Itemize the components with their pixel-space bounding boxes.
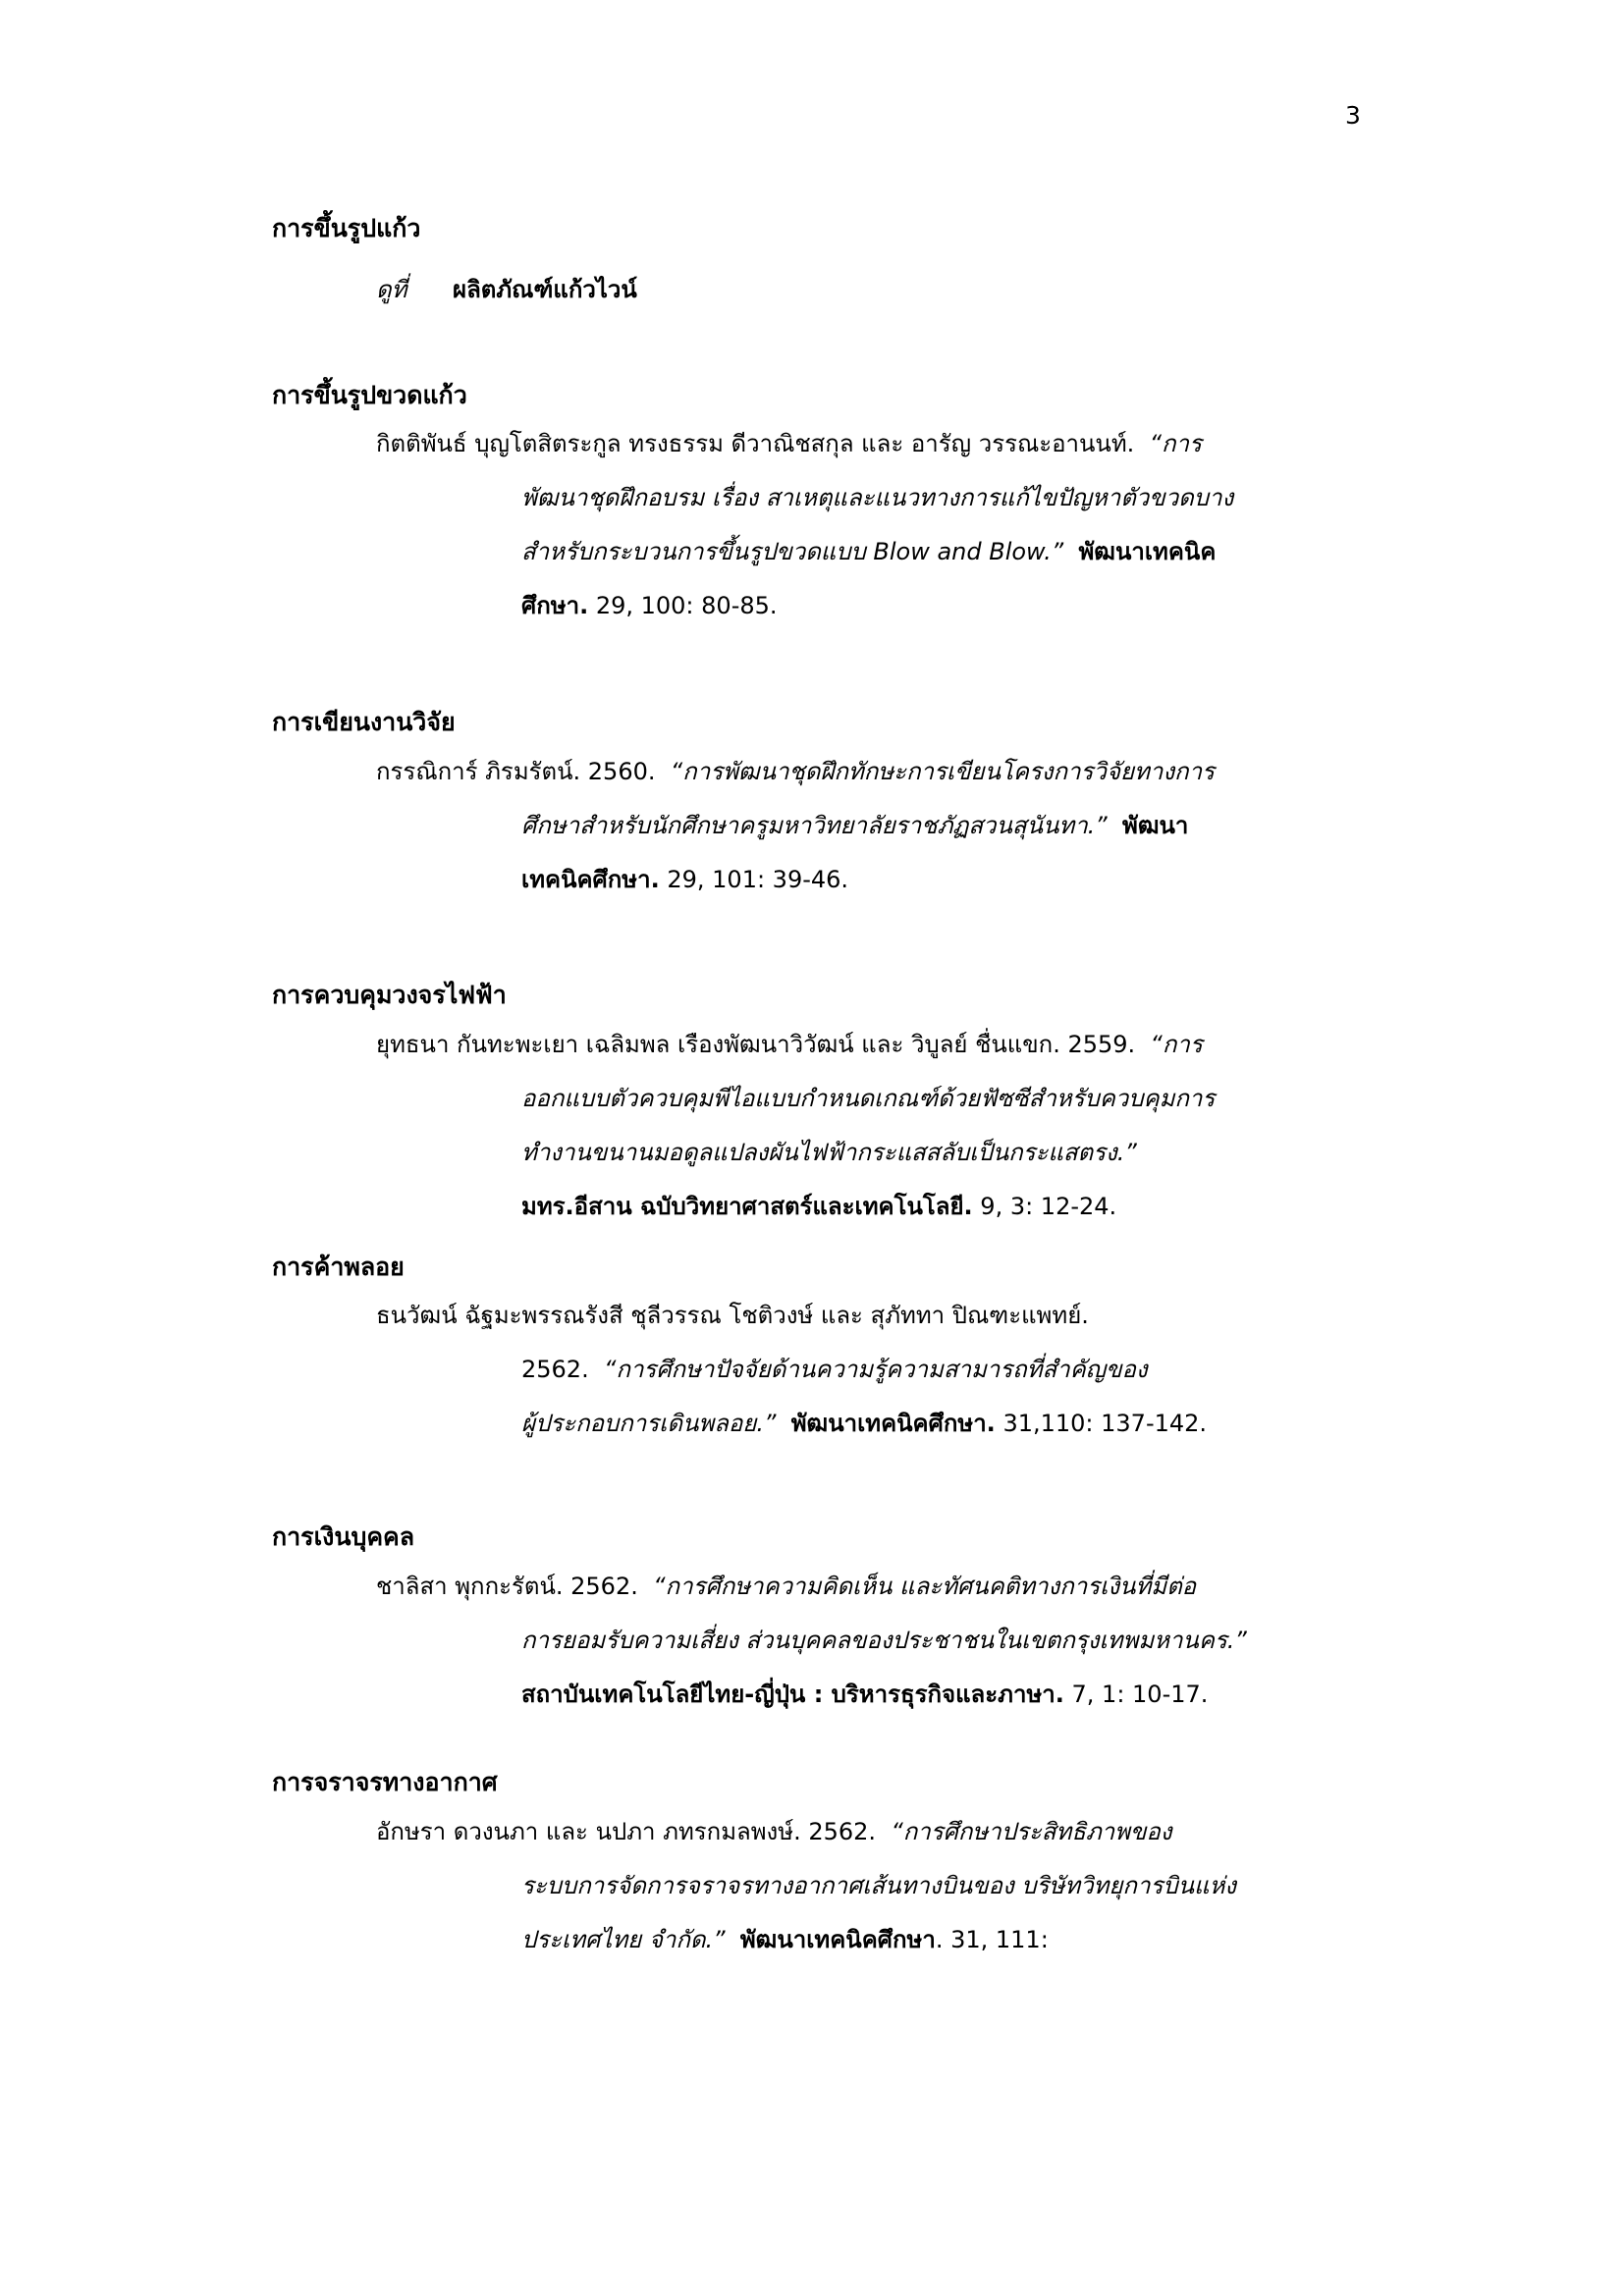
entry-title: ออกแบบตัวควบคุมพีไอแบบกำหนดเกณฑ์ด้วยฟัซซีสำหรับควบคุมการ: [521, 1085, 1216, 1112]
entry-title: ศึกษาสำหรับนักศึกษาครูมหาวิทยาลัยราชภัฏสวนสุนันทา.”: [521, 812, 1108, 839]
entry-title: “การ: [1149, 430, 1202, 457]
entry-journal: พัฒนาเทคนิคศึกษา.: [790, 1410, 996, 1437]
bibliography-entry: [376, 1560, 1247, 1722]
entry-title: “การศึกษาความคิดเห็น และทัศนคติทางการเงินที่มีต่อ: [653, 1573, 1197, 1600]
section-heading: การควบคุมวงจรไฟฟ้า: [272, 981, 507, 1009]
entry-year: 2562.: [521, 1356, 589, 1383]
entry-journal: สถาบันเทคโนโลยีไทย-ญี่ปุ่น : บริหารธุรกิจและภาษา.: [521, 1681, 1064, 1708]
bibliography-entry: [376, 1289, 1207, 1451]
entry-title: ระบบการจัดการจราจรทางอากาศเส้นทางบินของ บริษัทวิทยุการบินแห่ง: [521, 1872, 1236, 1899]
entry-volume: . 31, 111:: [935, 1926, 1049, 1953]
entry-title: ผู้ประกอบการเดินพลอย.”: [521, 1410, 777, 1437]
entry-journal: พัฒนา: [1122, 812, 1189, 839]
page-number: 3: [1345, 101, 1361, 130]
bibliography-entry: [376, 745, 1215, 907]
entry-authors: ชาลิสา พุกกะรัตน์. 2562.: [376, 1573, 638, 1600]
section-heading: การขึ้นรูปขวดแก้ว: [272, 381, 467, 409]
section-heading: การเขียนงานวิจัย: [272, 708, 456, 736]
entry-title: การยอมรับความเสี่ยง ส่วนบุคคลของประชาชนในเขตกรุงเทพมหานคร.”: [521, 1627, 1247, 1654]
entry-volume: 31,110: 137-142.: [1002, 1410, 1208, 1437]
entry-authors: ยุทธนา กันทะพะเยา เฉลิมพล เรืองพัฒนาวิวัฒน์ และ วิบูลย์ ชื่นแขก. 2559.: [376, 1031, 1136, 1058]
bibliography-entry: [376, 1018, 1215, 1234]
entry-authors: กรรณิการ์ ภิรมรัตน์. 2560.: [376, 758, 656, 785]
entry-title: ทำงานขนานมอดูลแปลงผันไฟฟ้ากระแสสลับเป็นกระแสตรง.”: [521, 1139, 1137, 1166]
entry-volume: 7, 1: 10-17.: [1071, 1681, 1209, 1708]
bibliography-entry: [376, 1805, 1236, 1967]
cross-reference: [376, 263, 637, 317]
entry-title: “การศึกษาประสิทธิภาพของ: [891, 1818, 1172, 1845]
entry-authors: ธนวัฒน์ ฉัฐมะพรรณรังสี ชุลีวรรณ โชติวงษ์ และ สุภัททา ปิณฑะแพทย์.: [376, 1302, 1089, 1329]
entry-authors: กิตติพันธ์ บุญโตสิตระกูล ทรงธรรม ดีวาณิชสกุล และ อารัญ วรรณะอานนท์.: [376, 430, 1135, 457]
entry-journal: พัฒนาเทคนิคศึกษา: [739, 1926, 936, 1953]
entry-title: “การ: [1150, 1031, 1203, 1058]
section-heading: การขึ้นรูปแก้ว: [272, 214, 421, 242]
section-heading: การจราจรทางอากาศ: [272, 1768, 498, 1796]
entry-volume: 9, 3: 12-24.: [980, 1193, 1117, 1220]
entry-authors: อักษรา ดวงนภา และ นปภา ภทรกมลพงษ์. 2562.: [376, 1818, 877, 1845]
entry-volume: 29, 101: 39-46.: [667, 866, 849, 893]
entry-journal: พัฒนาเทคนิค: [1078, 538, 1217, 565]
section-heading: การเงินบุคคล: [272, 1522, 415, 1551]
see-target: ผลิตภัณฑ์แก้วไวน์: [453, 276, 637, 303]
entry-journal: มทร.อีสาน ฉบับวิทยาศาสตร์และเทคโนโลยี.: [521, 1193, 973, 1220]
entry-title: “การศึกษาปัจจัยด้านความรู้ความสามารถที่สำคัญของ: [603, 1356, 1148, 1383]
entry-volume: 29, 100: 80-85.: [595, 592, 778, 619]
section-heading: การค้าพลอย: [272, 1253, 405, 1281]
entry-title: ประเทศไทย จำกัด.”: [521, 1926, 726, 1953]
entry-title: “การพัฒนาชุดฝึกทักษะการเขียนโครงการวิจัยทางการ: [670, 758, 1215, 785]
entry-title: พัฒนาชุดฝึกอบรม เรื่อง สาเหตุและแนวทางการแก้ไขปัญหาตัวขวดบาง: [521, 484, 1234, 511]
entry-journal: ศึกษา.: [521, 592, 589, 619]
entry-title: สำหรับกระบวนการขึ้นรูปขวดแบบ Blow and Blow.”: [521, 538, 1064, 565]
entry-journal: เทคนิคศึกษา.: [521, 866, 660, 893]
bibliography-entry: [376, 417, 1233, 633]
see-label: ดูที่: [376, 276, 407, 303]
